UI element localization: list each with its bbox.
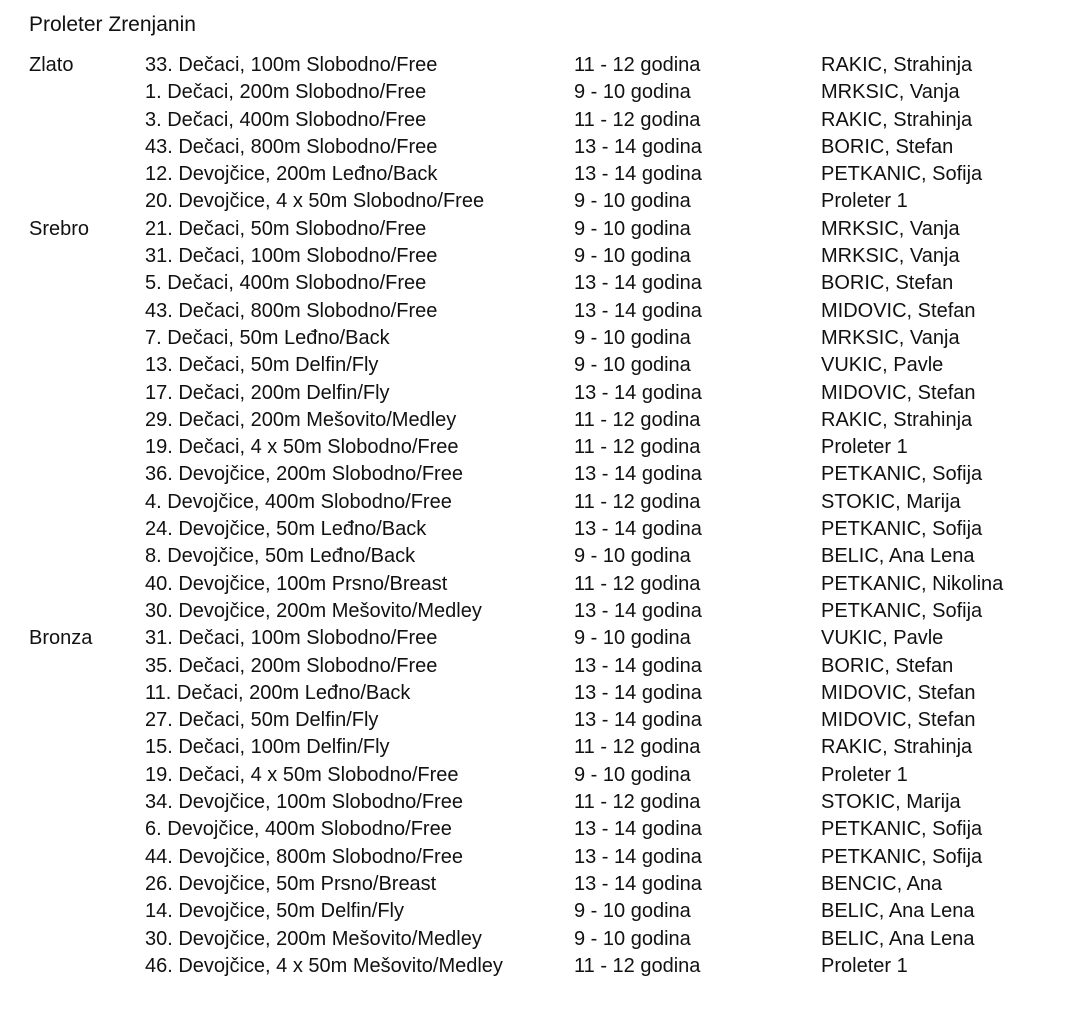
swimmer-name: RAKIC, Strahinja [821, 408, 973, 431]
result-row [0, 243, 1080, 270]
age-group: 9 - 10 godina [574, 81, 691, 104]
age-group: 13 - 14 godina [574, 518, 702, 541]
result-row [0, 298, 1080, 325]
result-row [0, 516, 1080, 543]
swimmer-name: MIDOVIC, Stefan [821, 681, 976, 704]
result-row [0, 789, 1080, 816]
event-name: 21. Dečaci, 50m Slobodno/Free [145, 217, 427, 240]
swimmer-name: Proleter 1 [821, 763, 908, 786]
swimmer-name: MIDOVIC, Stefan [821, 381, 976, 404]
event-name: 35. Dečaci, 200m Slobodno/Free [145, 654, 438, 677]
age-group: 13 - 14 godina [574, 299, 702, 322]
club-title: Proleter Zrenjanin [29, 13, 196, 36]
event-name: 19. Dečaci, 4 x 50m Slobodno/Free [145, 763, 459, 786]
result-row [0, 461, 1080, 488]
age-group: 13 - 14 godina [574, 599, 702, 622]
swimmer-name: PETKANIC, Sofija [821, 599, 983, 622]
swimmer-name: Proleter 1 [821, 436, 908, 459]
age-group: 13 - 14 godina [574, 463, 702, 486]
result-row [0, 680, 1080, 707]
result-row [0, 216, 1080, 243]
event-name: 6. Devojčice, 400m Slobodno/Free [145, 818, 452, 841]
result-row [0, 653, 1080, 680]
age-group: 13 - 14 godina [574, 135, 702, 158]
age-group: 11 - 12 godina [574, 572, 701, 595]
swimmer-name: BORIC, Stefan [821, 272, 954, 295]
age-group: 11 - 12 godina [574, 954, 701, 977]
result-row [0, 898, 1080, 925]
swimmer-name: PETKANIC, Sofija [821, 463, 983, 486]
swimmer-name: MIDOVIC, Stefan [821, 299, 976, 322]
age-group: 13 - 14 godina [574, 872, 702, 895]
event-name: 13. Dečaci, 50m Delfin/Fly [145, 354, 379, 377]
age-group: 13 - 14 godina [574, 845, 702, 868]
swimmer-name: BELIC, Ana Lena [821, 900, 975, 923]
result-row [0, 844, 1080, 871]
swimmer-name: MRKSIC, Vanja [821, 81, 960, 104]
event-name: 14. Devojčice, 50m Delfin/Fly [145, 900, 404, 923]
swimmer-name: STOKIC, Marija [821, 490, 961, 513]
event-name: 40. Devojčice, 100m Prsno/Breast [145, 572, 448, 595]
event-name: 20. Devojčice, 4 x 50m Slobodno/Free [145, 190, 485, 213]
age-group: 13 - 14 godina [574, 381, 702, 404]
swimmer-name: BELIC, Ana Lena [821, 927, 975, 950]
event-name: 27. Dečaci, 50m Delfin/Fly [145, 709, 379, 732]
age-group: 13 - 14 godina [574, 654, 702, 677]
event-name: 34. Devojčice, 100m Slobodno/Free [145, 791, 463, 814]
results-table [0, 52, 1080, 980]
age-group: 13 - 14 godina [574, 709, 702, 732]
swimmer-name: PETKANIC, Sofija [821, 818, 983, 841]
swimmer-name: MRKSIC, Vanja [821, 245, 960, 268]
swimmer-name: PETKANIC, Sofija [821, 163, 983, 186]
event-name: 4. Devojčice, 400m Slobodno/Free [145, 490, 452, 513]
swimmer-name: RAKIC, Strahinja [821, 54, 973, 76]
swimmer-name: STOKIC, Marija [821, 791, 961, 814]
result-row [0, 52, 1080, 79]
age-group: 13 - 14 godina [574, 272, 702, 295]
result-row [0, 707, 1080, 734]
event-name: 29. Dečaci, 200m Mešovito/Medley [145, 408, 457, 431]
result-row [0, 871, 1080, 898]
result-row [0, 161, 1080, 188]
result-row [0, 407, 1080, 434]
swimmer-name: BELIC, Ana Lena [821, 545, 975, 568]
medal-label: Bronza [29, 627, 93, 650]
event-name: 8. Devojčice, 50m Leđno/Back [145, 545, 416, 568]
swimmer-name: MIDOVIC, Stefan [821, 709, 976, 732]
age-group: 13 - 14 godina [574, 681, 702, 704]
age-group: 9 - 10 godina [574, 763, 691, 786]
age-group: 9 - 10 godina [574, 326, 691, 349]
event-name: 36. Devojčice, 200m Slobodno/Free [145, 463, 463, 486]
age-group: 13 - 14 godina [574, 163, 702, 186]
age-group: 9 - 10 godina [574, 627, 691, 650]
swimmer-name: Proleter 1 [821, 954, 908, 977]
result-row [0, 270, 1080, 297]
swimmer-name: MRKSIC, Vanja [821, 326, 960, 349]
result-row [0, 571, 1080, 598]
swimmer-name: VUKIC, Pavle [821, 627, 944, 650]
age-group: 9 - 10 godina [574, 190, 691, 213]
event-name: 12. Devojčice, 200m Leđno/Back [145, 163, 438, 186]
result-row [0, 953, 1080, 980]
event-name: 19. Dečaci, 4 x 50m Slobodno/Free [145, 436, 459, 459]
age-group: 11 - 12 godina [574, 736, 701, 759]
event-name: 24. Devojčice, 50m Leđno/Back [145, 518, 427, 541]
swimmer-name: RAKIC, Strahinja [821, 108, 973, 131]
swimmer-name: PETKANIC, Nikolina [821, 572, 1004, 595]
result-row [0, 734, 1080, 761]
age-group: 11 - 12 godina [574, 436, 701, 459]
event-name: 30. Devojčice, 200m Mešovito/Medley [145, 599, 482, 622]
event-name: 5. Dečaci, 400m Slobodno/Free [145, 272, 427, 295]
event-name: 26. Devojčice, 50m Prsno/Breast [145, 872, 437, 895]
result-row [0, 380, 1080, 407]
age-group: 9 - 10 godina [574, 245, 691, 268]
swimmer-name: Proleter 1 [821, 190, 908, 213]
event-name: 17. Dečaci, 200m Delfin/Fly [145, 381, 390, 404]
event-name: 46. Devojčice, 4 x 50m Mešovito/Medley [145, 954, 503, 977]
result-row [0, 762, 1080, 789]
result-row [0, 188, 1080, 215]
event-name: 43. Dečaci, 800m Slobodno/Free [145, 299, 438, 322]
event-name: 1. Dečaci, 200m Slobodno/Free [145, 81, 427, 104]
swimmer-name: PETKANIC, Sofija [821, 518, 983, 541]
result-row [0, 352, 1080, 379]
result-row [0, 107, 1080, 134]
age-group: 13 - 14 godina [574, 818, 702, 841]
age-group: 9 - 10 godina [574, 927, 691, 950]
event-name: 3. Dečaci, 400m Slobodno/Free [145, 108, 427, 131]
event-name: 31. Dečaci, 100m Slobodno/Free [145, 245, 438, 268]
age-group: 9 - 10 godina [574, 217, 691, 240]
result-row [0, 926, 1080, 953]
swimmer-name: BENCIC, Ana [821, 872, 943, 895]
event-name: 15. Dečaci, 100m Delfin/Fly [145, 736, 390, 759]
age-group: 11 - 12 godina [574, 108, 701, 131]
medal-label: Zlato [29, 54, 74, 76]
swimmer-name: VUKIC, Pavle [821, 354, 944, 377]
swimmer-name: PETKANIC, Sofija [821, 845, 983, 868]
age-group: 9 - 10 godina [574, 900, 691, 923]
event-name: 11. Dečaci, 200m Leđno/Back [145, 681, 411, 704]
age-group: 11 - 12 godina [574, 54, 701, 76]
result-row [0, 134, 1080, 161]
result-row [0, 79, 1080, 106]
age-group: 11 - 12 godina [574, 490, 701, 513]
age-group: 9 - 10 godina [574, 545, 691, 568]
swimmer-name: BORIC, Stefan [821, 654, 954, 677]
result-row [0, 325, 1080, 352]
result-row [0, 625, 1080, 652]
result-row [0, 489, 1080, 516]
swimmer-name: BORIC, Stefan [821, 135, 954, 158]
result-row [0, 598, 1080, 625]
age-group: 11 - 12 godina [574, 408, 701, 431]
event-name: 44. Devojčice, 800m Slobodno/Free [145, 845, 463, 868]
event-name: 33. Dečaci, 100m Slobodno/Free [145, 54, 438, 76]
event-name: 7. Dečaci, 50m Leđno/Back [145, 326, 390, 349]
result-row [0, 816, 1080, 843]
medal-label: Srebro [29, 217, 90, 240]
event-name: 30. Devojčice, 200m Mešovito/Medley [145, 927, 482, 950]
event-name: 43. Dečaci, 800m Slobodno/Free [145, 135, 438, 158]
result-row [0, 434, 1080, 461]
age-group: 11 - 12 godina [574, 791, 701, 814]
age-group: 9 - 10 godina [574, 354, 691, 377]
result-row [0, 543, 1080, 570]
swimmer-name: MRKSIC, Vanja [821, 217, 960, 240]
event-name: 31. Dečaci, 100m Slobodno/Free [145, 627, 438, 650]
swimmer-name: RAKIC, Strahinja [821, 736, 973, 759]
